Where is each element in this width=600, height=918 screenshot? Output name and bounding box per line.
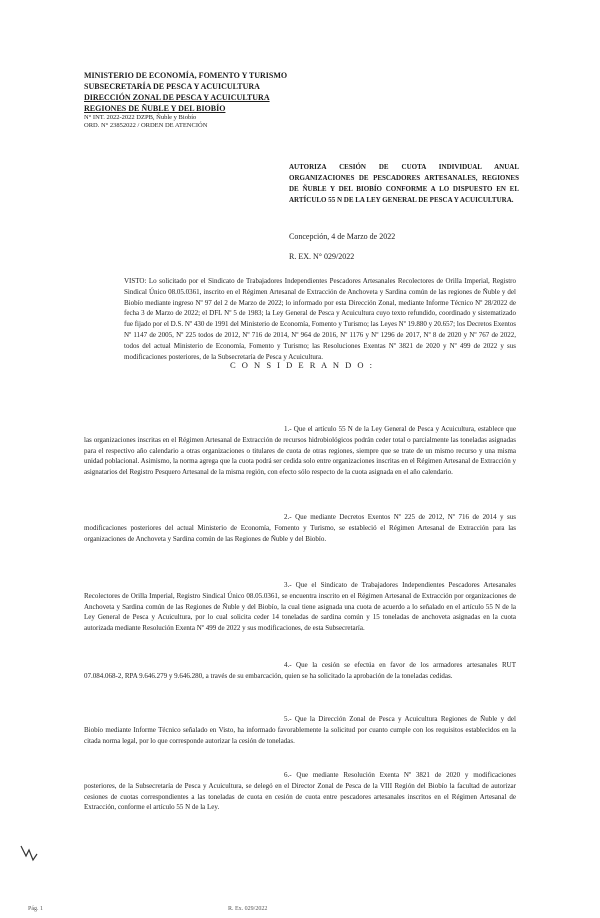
considerando-item-1 — [84, 424, 516, 478]
header-direccion: DIRECCIÓN ZONAL DE PESCA Y ACUICULTURA — [84, 93, 270, 102]
visto-text: VISTO: Lo solicitado por el Sindicato de Trabajadores Independientes Pescadores Artesanales Recolectores de Orilla Imperial, Registro Sindical Único 08.05.0361, inscrito en el Régimen Artesanal de Extracción de Anchoveta y Sardina común de las regiones de Ñuble y del Biobío mediante ingreso Nº 97 del 2 de Marzo de 2022; lo informado por esta Dirección Zonal, mediante Informe Técnico Nº 28/2022 de fecha 3 de Marzo de 2022; el DFL Nº 5 de 1983; la Ley General de Pesca y Acuicultura cuyo texto refundido, coordinado y sistematizado fue fijado por el D.S. Nº 430 de 1991 del Ministerio de Economía, Fomento y Turismo; las Leyes Nº 19.880 y 20.657; los Decretos Exentos Nº 1147 de 2005, Nº 225 todos de 2012, Nº 716 de 2014, Nº 964 de 2016, Nº 1176 y Nº 1296 de 2017, Nº 8 de 2020 y Nº 767 de 2022, todos del actual Ministerio de Economía, Fomento y Turismo; las Resoluciones Exentas Nº 3821 de 2020 y Nº 499 de 2022 y sus modificaciones posteriores, de la Subsecretaría de Pesca y Acuicultura. — [124, 277, 516, 361]
visto-paragraph — [84, 276, 516, 362]
considerando-item-6 — [84, 770, 516, 813]
header-internal-ref: N° INT. 2022-2022 DZPB, Ñuble y Biobío — [84, 114, 197, 121]
considerando-item-4 — [84, 660, 516, 682]
considerando-text: 3.- Que el Sindicato de Trabajadores Independientes Pescadores Artesanales Recolectores de Orilla Imperial, Registro Sindical Único 08.05.0361, se encuentra inscrito en el Régimen Artesanal de Extracción por organizaciones de Anchoveta y Sardina común de las Regiones de Ñuble y del Biobío, la cual tiene asignada una cuota de acuerdo a lo señalado en el artículo 55 N de la Ley General de Pesca y Acuicultura, por lo cual solicita ceder 14 toneladas de sardina común y 15 toneladas de anchoveta asignadas en la cuota autorizada mediante Resolución Exenta Nº 499 de 2022 y sus modificaciones, de esta Subsecretaría. — [84, 581, 516, 633]
resolution-number: R. EX. N° 029/2022 — [289, 252, 355, 261]
header-ministry: MINISTERIO DE ECONOMÍA, FOMENTO Y TURISMO — [84, 71, 288, 80]
considerando-text: 1.- Que el artículo 55 N de la Ley General de Pesca y Acuicultura, establece que las organizaciones inscritas en el Régimen Artesanal de Extracción de recursos hidrobiológicos podrán ceder total o parcialmente las toneladas asignadas para el respectivo año calendario a otras organizaciones o titulares de cuota de otras regiones, siempre que se trate de un mismo recurso y una misma unidad poblacional. Asimismo, la norma agrega que la cuota podrá ser cedida solo entre organizaciones inscritas en el Régimen Artesanal de Extracción y asignatarios del Registro Pesquero Artesanal de la misma región, con efecto sólo respecto de la cuota asignada en el año calendario. — [84, 425, 516, 477]
header-subsecretaria: SUBSECRETARÍA DE PESCA Y ACUICULTURA — [84, 82, 260, 91]
considerando-text: 4.- Que la cesión se efectúa en favor de los armadores artesanales RUT 07.084.068-2, RPA 9.646.279 y 9.646.280, a través de su embarcación, quien se ha solicitado la aprobación de la toneladas cedidas. — [84, 661, 516, 680]
resolution-subject: AUTORIZA CESIÓN DE CUOTA INDIVIDUAL ANUAL ORGANIZACIONES DE PESCADORES ARTESANALES, REGIONES DE ÑUBLE Y DEL BIOBÍO CONFORME A LO DISPUESTO EN EL ARTÍCULO 55 N DE LA LEY GENERAL DE PESCA Y ACUICULTURA. — [289, 163, 519, 204]
considerando-item-3 — [84, 580, 516, 634]
footer-ref: R. Ex. 029/2022 — [228, 906, 268, 912]
considerando-text: 5.- Que la Dirección Zonal de Pesca y Acuicultura Regiones de Ñuble y del Biobío mediante Informe Técnico señalado en Visto, ha informado favorablemente la solicitud por cuanto cumple con los requisitos establecidos en la citada norma legal, por lo que corresponde autorizar la cesión de toneladas. — [84, 715, 516, 745]
handwritten-initials-mark — [18, 842, 40, 864]
issuer-header — [84, 70, 384, 130]
footer-page: Pág. 1 — [28, 906, 43, 912]
header-regiones: REGIONES DE ÑUBLE Y DEL BIOBÍO — [84, 104, 226, 113]
considerando-item-5 — [84, 714, 516, 746]
place-date: Concepción, 4 de Marzo de 2022 — [289, 232, 396, 241]
considerando-text: 6.- Que mediante Resolución Exenta Nº 3821 de 2020 y modificaciones posteriores, de la Subsecretaría de Pesca y Acuicultura, se delegó en el Director Zonal de Pesca de la VIII Región del Biobío la facultad de autorizar cesiones de cuotas correspondientes a las toneladas de cuota en cesión de cuota entre pescadores artesanales inscritos en el Régimen Artesanal de Extracción, conforme el artículo 55 N de la Ley. — [84, 771, 516, 812]
considerando-item-2 — [84, 512, 516, 544]
considerando-title: C O N S I D E R A N D O : — [230, 360, 374, 370]
header-order-ref: ORD. N° 23852022 / ORDEN DE ATENCIÓN — [84, 122, 208, 129]
considerando-text: 2.- Que mediante Decretos Exentos Nº 225 de 2012, Nº 716 de 2014 y sus modificaciones posteriores del actual Ministerio de Economía, Fomento y Turismo, se estableció el Régimen Artesanal de Extracción para las organizaciones de Anchoveta y Sardina común de las Regiones de Ñuble y del Biobío. — [84, 513, 516, 543]
